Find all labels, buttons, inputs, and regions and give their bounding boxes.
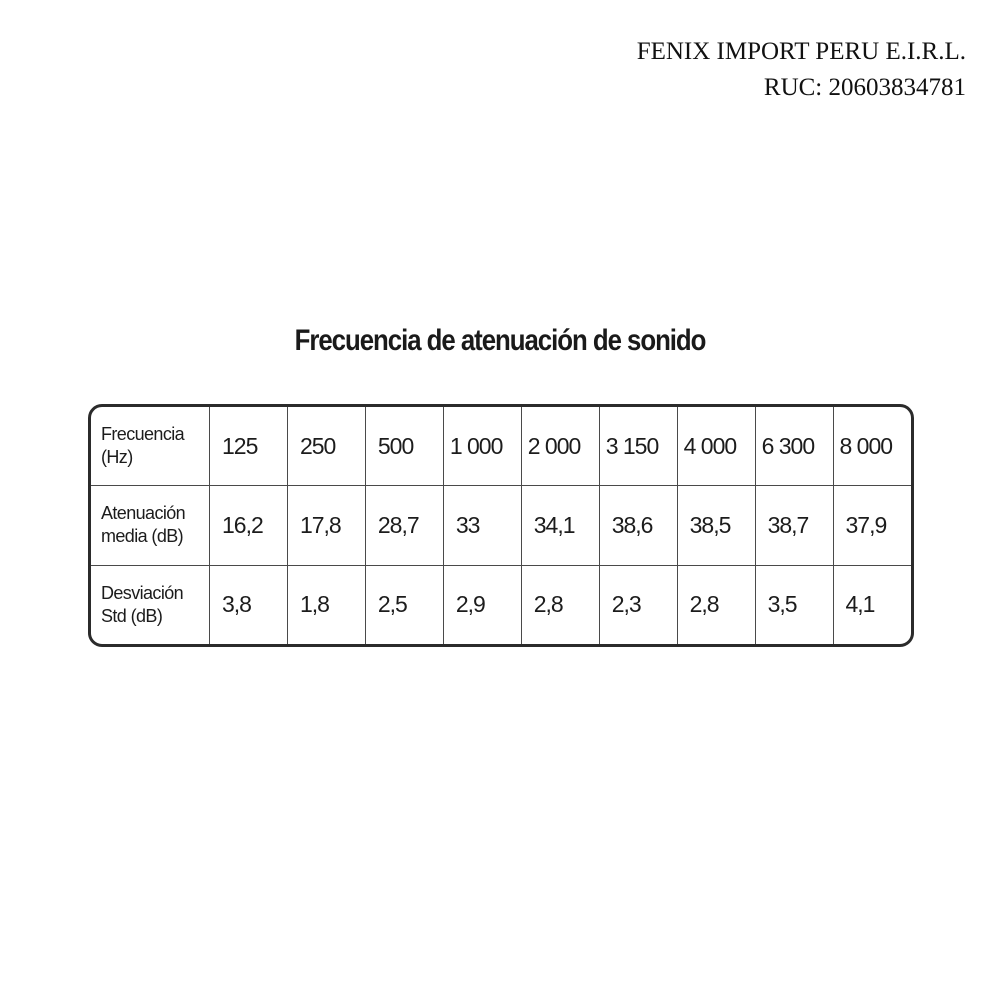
attenuation-table-grid xyxy=(91,407,911,644)
table-row-frequency xyxy=(91,407,911,486)
table-cell: 17,8 xyxy=(287,486,365,566)
table-cell: 2,5 xyxy=(365,565,443,644)
table-cell: 500 xyxy=(365,407,443,486)
company-info xyxy=(637,34,966,106)
table-title: Frecuencia de atenuación de sonido xyxy=(294,324,706,357)
table-cell: 6 300 xyxy=(755,407,833,486)
row-header-line: Frecuencia xyxy=(101,424,185,445)
table-cell: 37,9 xyxy=(833,486,911,566)
table-cell: 2 000 xyxy=(521,407,599,486)
table-cell: 38,7 xyxy=(755,486,833,566)
row-header-frequency xyxy=(91,407,210,486)
row-header-line: (Hz) xyxy=(101,447,133,468)
table-cell: 34,1 xyxy=(521,486,599,566)
row-header-line: Atenuación xyxy=(101,503,186,524)
row-header-line: media (dB) xyxy=(101,526,184,547)
table-cell: 2,8 xyxy=(677,565,755,644)
table-cell: 3 150 xyxy=(599,407,677,486)
row-header-line: Desviación xyxy=(101,582,184,603)
table-cell: 2,3 xyxy=(599,565,677,644)
attenuation-table xyxy=(88,404,914,647)
table-cell: 250 xyxy=(287,407,365,486)
table-cell: 38,6 xyxy=(599,486,677,566)
table-cell: 4,1 xyxy=(833,565,911,644)
company-name: FENIX IMPORT PERU E.I.R.L. xyxy=(636,38,966,65)
table-cell: 1 000 xyxy=(443,407,521,486)
table-cell: 28,7 xyxy=(365,486,443,566)
table-row-attenuation xyxy=(91,486,911,566)
table-cell: 8 000 xyxy=(833,407,911,486)
table-row-std-deviation xyxy=(91,565,911,644)
table-cell: 125 xyxy=(210,407,288,486)
table-cell: 2,9 xyxy=(443,565,521,644)
table-cell: 16,2 xyxy=(210,486,288,566)
table-cell: 1,8 xyxy=(287,565,365,644)
row-header-attenuation xyxy=(91,486,210,566)
row-header-line: Std (dB) xyxy=(101,605,163,626)
company-ruc: RUC: 20603834781 xyxy=(763,74,966,101)
table-cell: 33 xyxy=(443,486,521,566)
table-cell: 3,5 xyxy=(755,565,833,644)
table-cell: 2,8 xyxy=(521,565,599,644)
table-cell: 3,8 xyxy=(210,565,288,644)
row-header-std-deviation xyxy=(91,565,210,644)
table-cell: 4 000 xyxy=(677,407,755,486)
table-cell: 38,5 xyxy=(677,486,755,566)
